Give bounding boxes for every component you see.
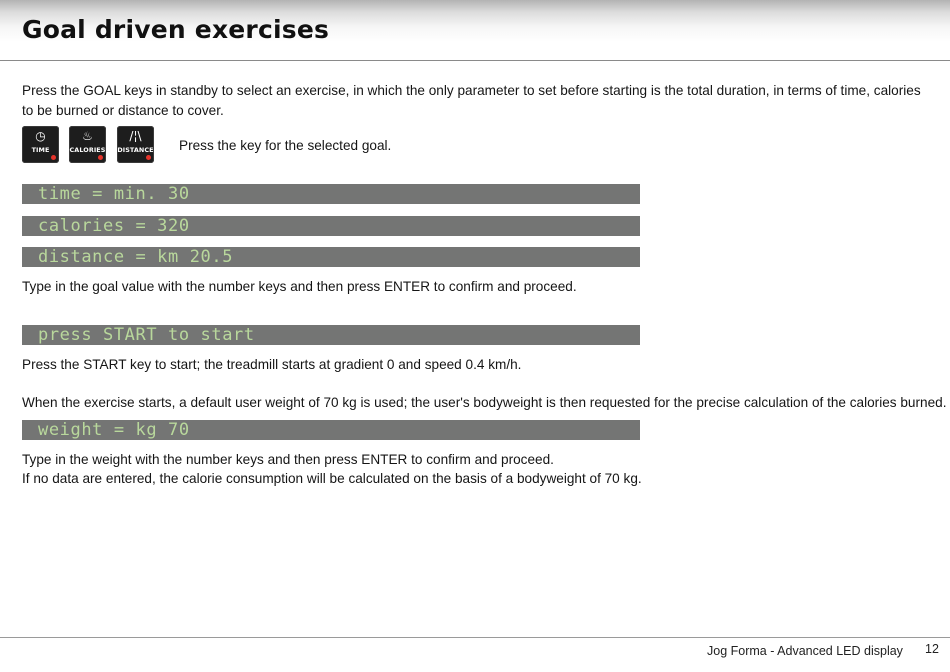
time-key-label: TIME <box>31 146 50 154</box>
calories-key <box>69 126 106 163</box>
page-number: 12 <box>925 642 939 656</box>
led-indicator-icon <box>98 155 103 160</box>
distance-key <box>117 126 154 163</box>
lcd-calories-text: calories = 320 <box>38 216 190 236</box>
lcd-weight-display <box>22 420 640 440</box>
lcd-start-text: press START to start <box>38 325 255 345</box>
lcd-time-text: time = min. 30 <box>38 184 190 204</box>
footer-divider <box>0 637 950 638</box>
start-instruction: Press the START key to start; the treadmill starts at gradient 0 and speed 0.4 km/h. <box>22 357 522 372</box>
page-header <box>0 0 950 61</box>
lcd-start-display <box>22 325 640 345</box>
distance-key-label: DISTANCE <box>117 146 154 154</box>
clock-icon: ◷ <box>35 129 46 143</box>
goal-value-instruction: Type in the goal value with the number keys and then press ENTER to confirm and proceed. <box>22 279 577 294</box>
lcd-time-display <box>22 184 640 204</box>
lcd-weight-text: weight = kg 70 <box>38 420 190 440</box>
default-weight-note: If no data are entered, the calorie consumption will be calculated on the basis of a bodyweight of 70 kg. <box>22 471 642 486</box>
weight-intro: When the exercise starts, a default user weight of 70 kg is used; the user's bodyweight is then requested for the precise calculation of the calories burned. <box>22 395 947 410</box>
led-indicator-icon <box>51 155 56 160</box>
page-title: Goal driven exercises <box>22 15 330 44</box>
calories-key-label: CALORIES <box>69 146 106 154</box>
lcd-distance-text: distance = km 20.5 <box>38 247 234 267</box>
lcd-distance-display <box>22 247 640 267</box>
footer-document-title: Jog Forma - Advanced LED display <box>707 644 903 658</box>
time-key <box>22 126 59 163</box>
intro-paragraph: Press the GOAL keys in standby to select an exercise, in which the only parameter to set before starting is the total duration, in terms of time, calories to be burned or distance to cover. <box>22 83 921 118</box>
led-indicator-icon <box>146 155 151 160</box>
road-icon: /¦\ <box>129 129 142 143</box>
flame-icon: ♨ <box>82 129 93 143</box>
key-instruction: Press the key for the selected goal. <box>179 138 392 153</box>
weight-instruction: Type in the weight with the number keys and then press ENTER to confirm and proceed. <box>22 452 554 467</box>
lcd-calories-display <box>22 216 640 236</box>
